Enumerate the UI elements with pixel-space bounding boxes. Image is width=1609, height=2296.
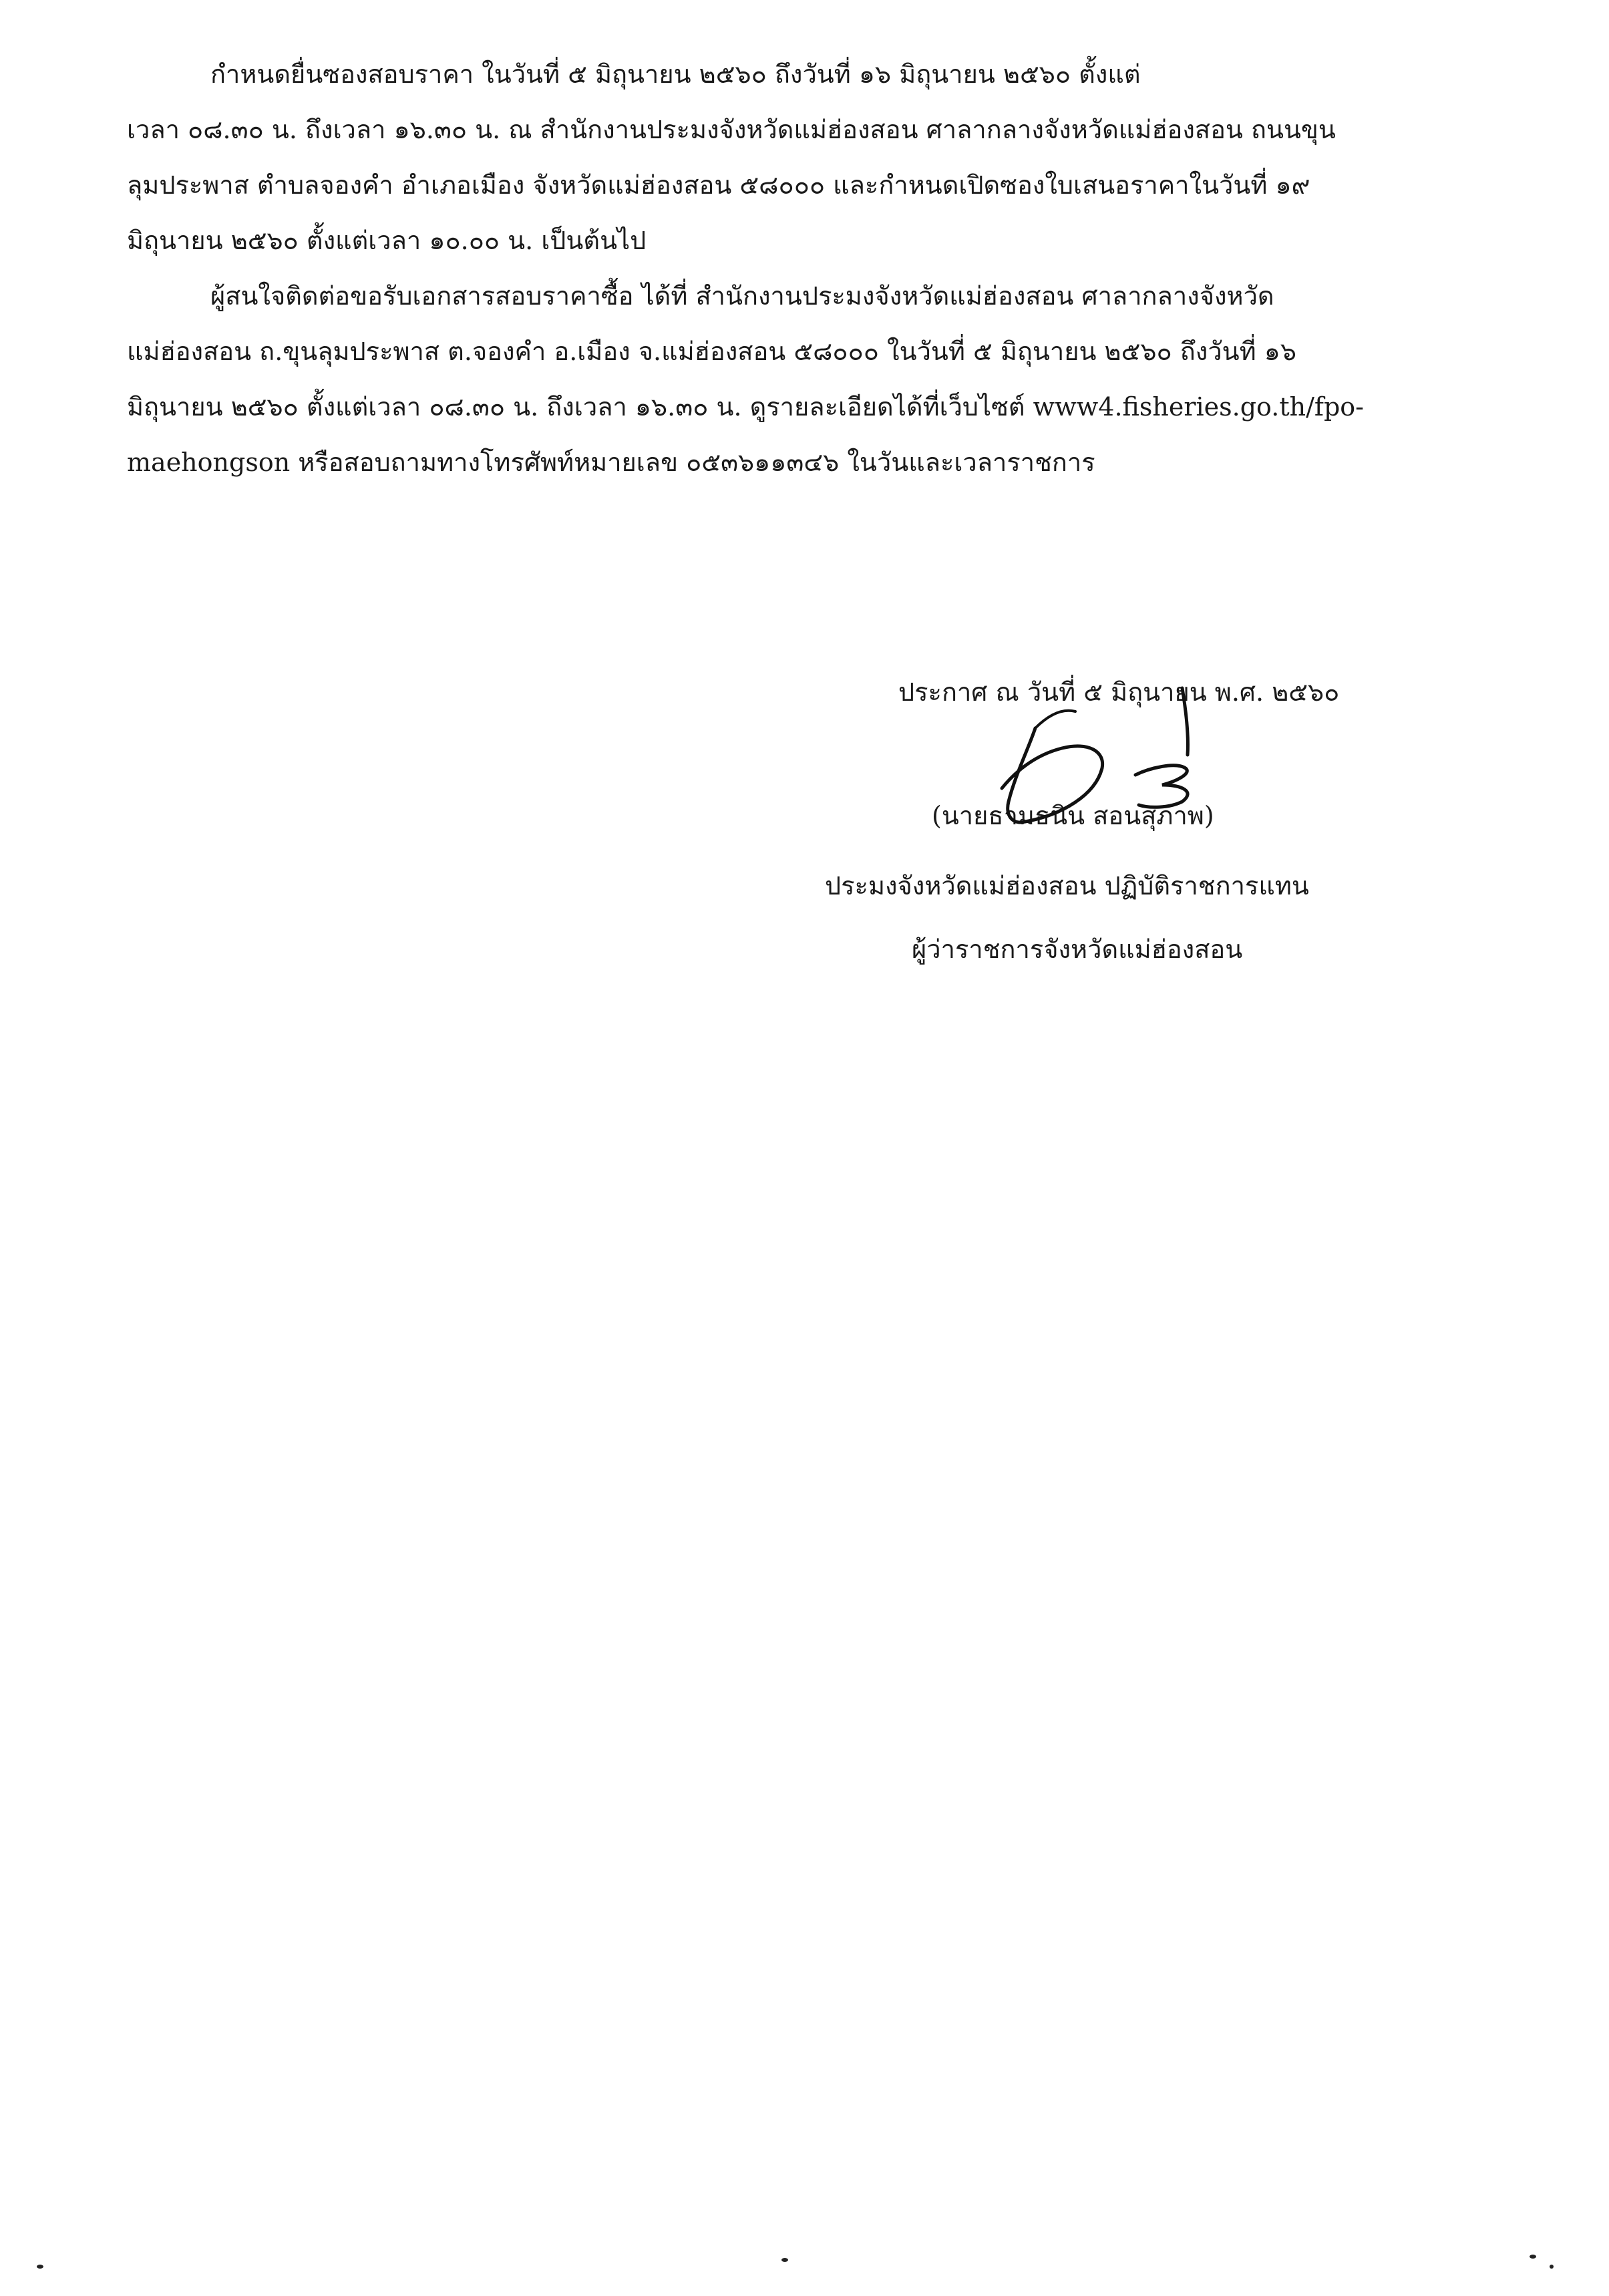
scan-speck: [1530, 2255, 1536, 2259]
paragraph-line: กำหนดยื่นซองสอบราคา ในวันที่ ๕ มิถุนายน ๒๕๖๐ ถึงวันที่ ๑๖ มิถุนายน ๒๕๖๐ ตั้งแต่: [210, 59, 1141, 89]
scan-speck: [37, 2265, 43, 2269]
paragraph-line: แม่ฮ่องสอน ถ.ขุนลุมประพาส ต.จองคำ อ.เมือง จ.แม่ฮ่องสอน ๕๘๐๐๐ ในวันที่ ๕ มิถุนายน ๒๕๖๐ ถึงวันที่ ๑๖: [127, 337, 1297, 366]
announce-date: ประกาศ ณ วันที่ ๕ มิถุนายน พ.ศ. ๒๕๖๐: [898, 677, 1340, 707]
scan-speck: [1550, 2265, 1554, 2269]
paragraph-line: มิถุนายน ๒๕๖๐ ตั้งแต่เวลา ๐๘.๓๐ น. ถึงเวลา ๑๖.๓๐ น. ดูรายละเอียดได้ที่เว็บไซต์ www4.fisheries.go.th/fpo-: [127, 392, 1364, 422]
paragraph-line: ผู้สนใจติดต่อขอรับเอกสารสอบราคาซื้อ ได้ที่ สำนักงานประมงจังหวัดแม่ฮ่องสอน ศาลากลางจังหวัด: [210, 281, 1274, 311]
paragraph-line: ลุมประพาส ตำบลจองคำ อำเภอเมือง จังหวัดแม่ฮ่องสอน ๕๘๐๐๐ และกำหนดเปิดซองใบเสนอราคาในวันที่ ๑๙: [127, 170, 1310, 200]
signatory-name: (นายธามธนิน สอนสุภาพ): [932, 801, 1214, 830]
scan-speck: [781, 2258, 788, 2262]
paragraph-line: maehongson หรือสอบถามทางโทรศัพท์หมายเลข ๐๕๓๖๑๑๓๔๖ ในวันและเวลาราชการ: [127, 448, 1095, 477]
handwritten-signature: [962, 675, 1242, 842]
signatory-position: ประมงจังหวัดแม่ฮ่องสอน ปฏิบัติราชการแทน: [825, 871, 1309, 900]
paragraph-contact-info: [127, 269, 1456, 490]
paragraph-line: เวลา ๐๘.๓๐ น. ถึงเวลา ๑๖.๓๐ น. ณ สำนักงานประมงจังหวัดแม่ฮ่องสอน ศาลากลางจังหวัดแม่ฮ่องสอน ถนนขุน: [127, 115, 1336, 144]
paragraph-submission-schedule: [127, 47, 1456, 269]
signatory-position-secondary: ผู้ว่าราชการจังหวัดแม่ฮ่องสอน: [912, 935, 1243, 964]
paragraph-line: มิถุนายน ๒๕๖๐ ตั้งแต่เวลา ๑๐.๐๐ น. เป็นต้นไป: [127, 226, 647, 255]
announcement-body: [127, 47, 1456, 490]
